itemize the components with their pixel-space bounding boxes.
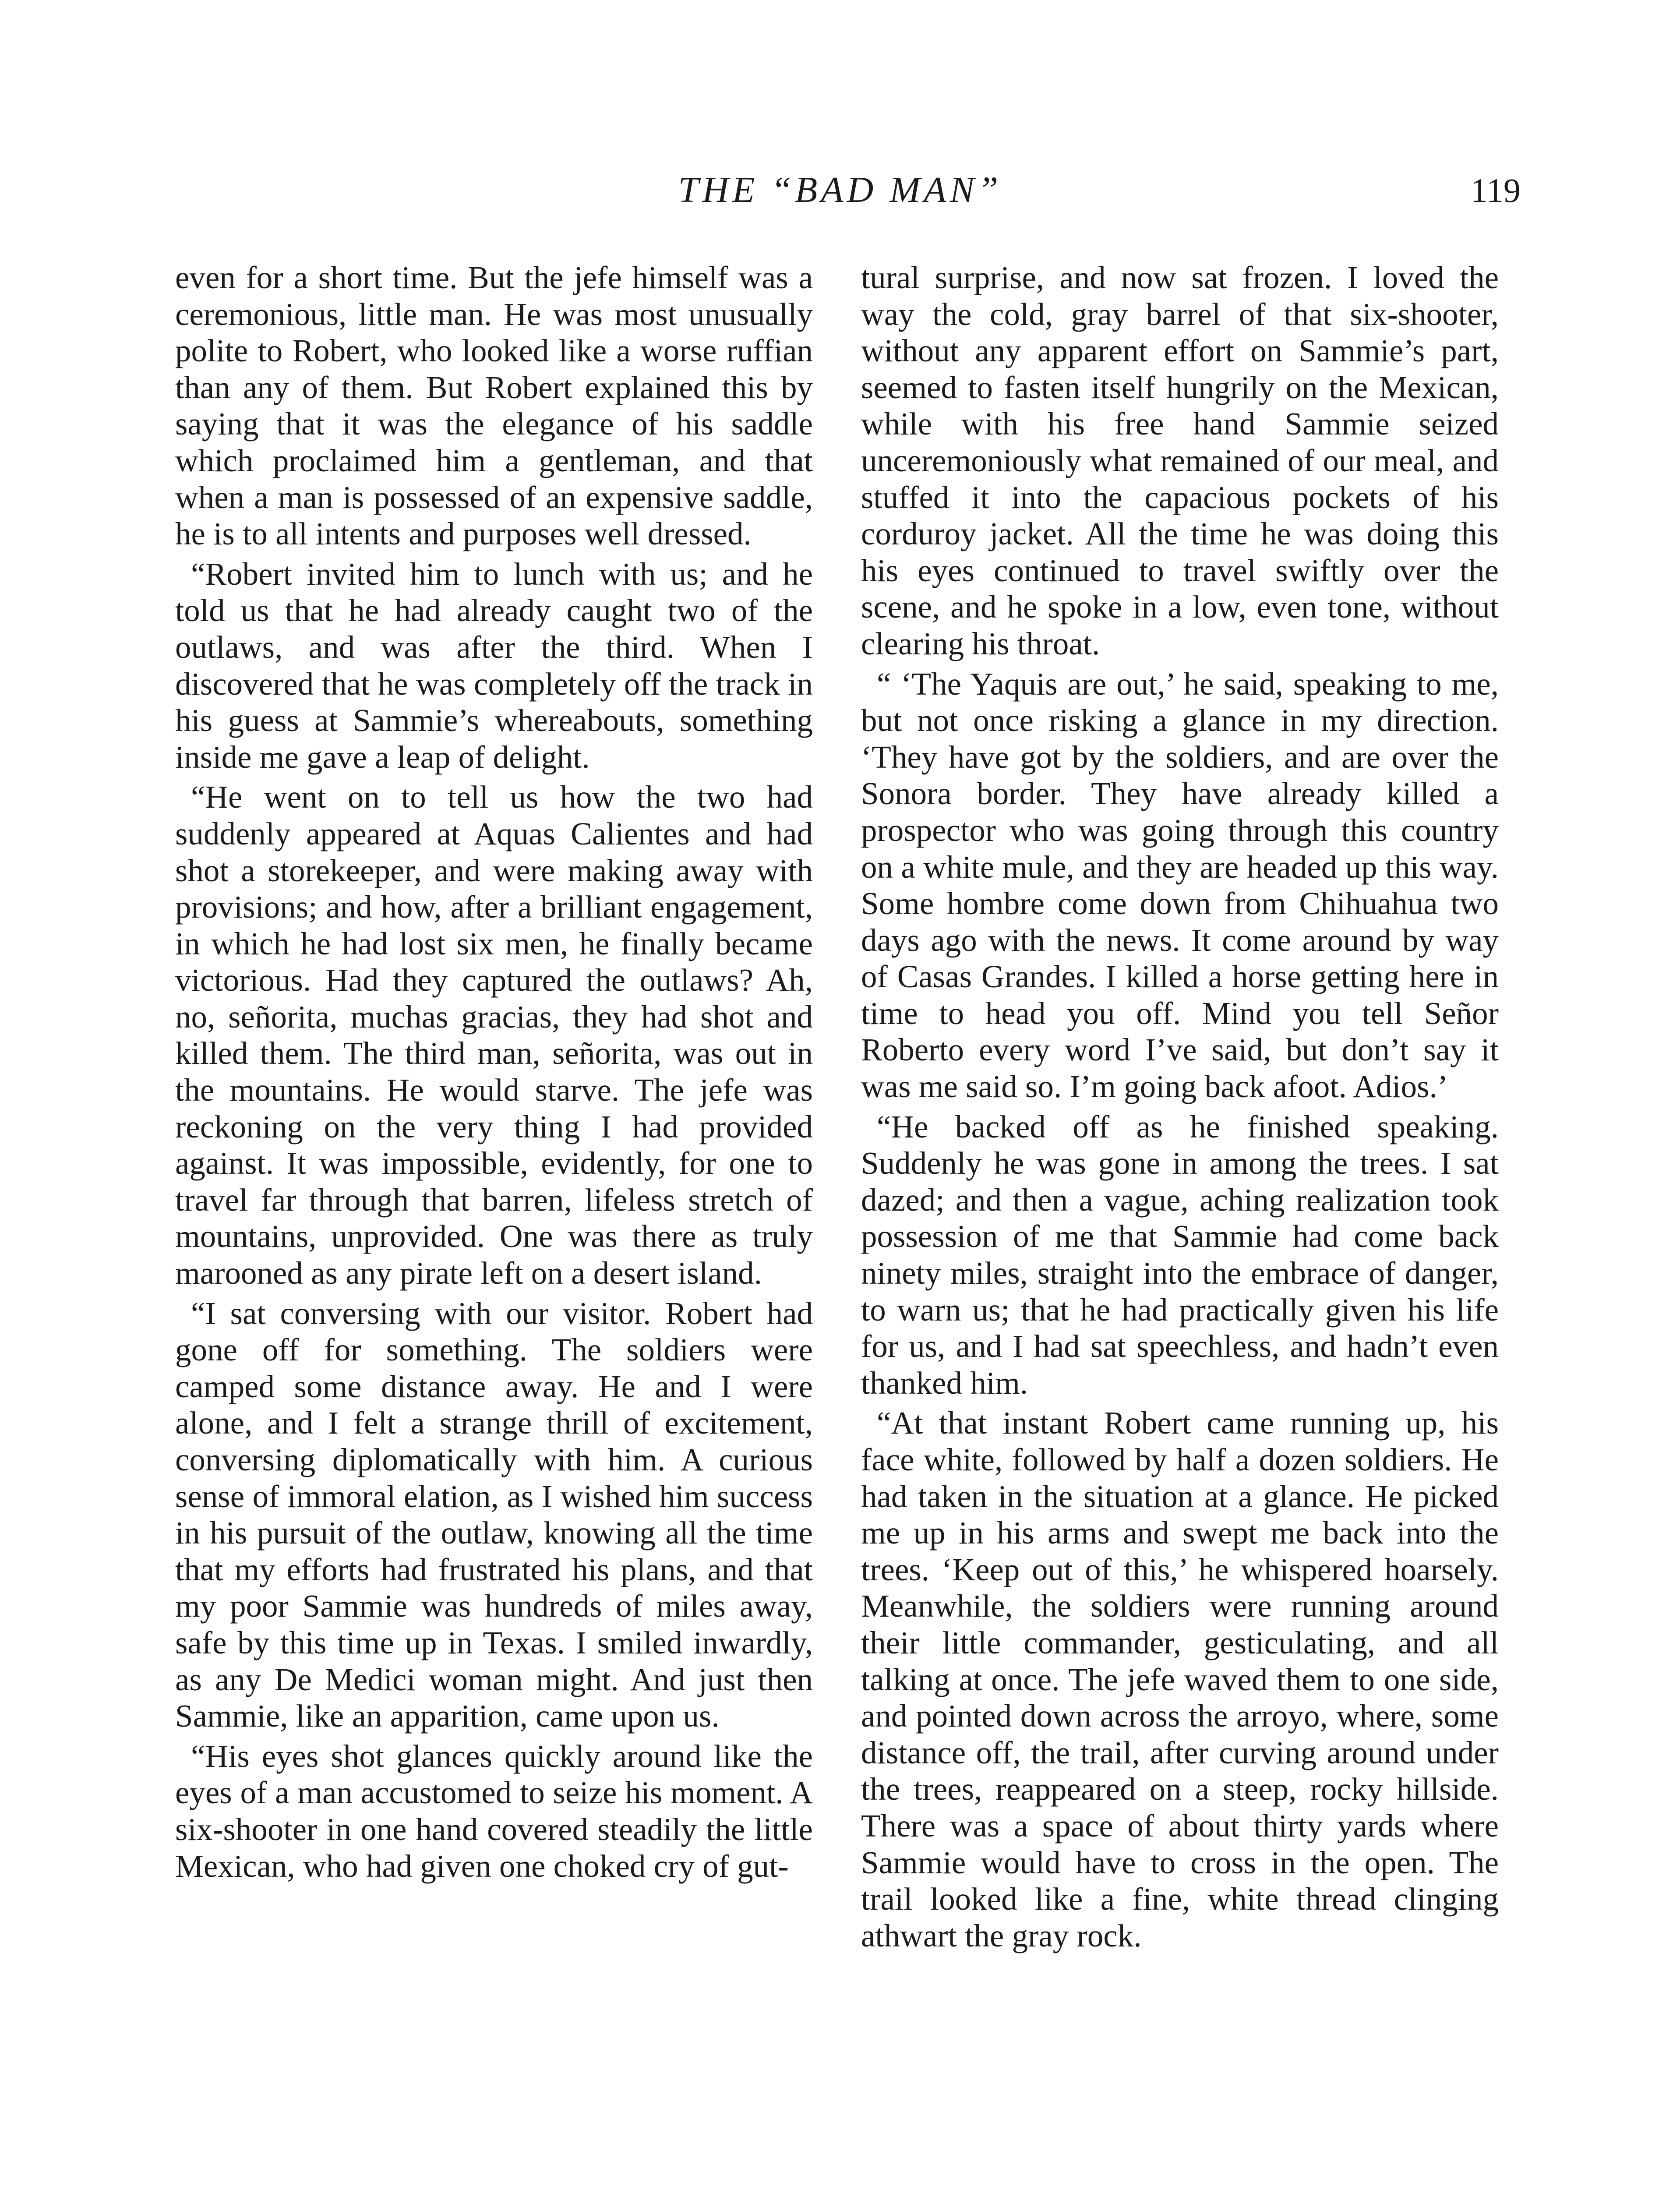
paragraph: even for a short time. But the jefe himself was a ceremonious, little man. He was most unusually polite to Robert, who looked like a worse ruffian than any of them. But Robert explained this by saying that it was the elegance of his saddle which proclaimed him a gentleman, and that when a man is possessed of an expensive saddle, he is to all intents and purposes well dressed. — [175, 260, 813, 552]
paragraph: “His eyes shot glances quickly around like the eyes of a man accustomed to seize his moment. A six-shooter in one hand covered steadily the little Mexican, who had given one choked cry of gut- — [175, 1738, 813, 1884]
page-number: 119 — [1470, 171, 1521, 209]
paragraph: “ ‘The Yaquis are out,’ he said, speaking to me, but not once risking a glance in my direction. ‘They have got by the soldiers, and are over the Sonora border. They have already killed a prospector who was going through this country on a white mule, and they are headed up this way. Some hombre come down from Chihuahua two days ago with the news. It come around by way of Casas Grandes. I killed a horse getting here in time to head you off. Mind you tell Señor Roberto every word I’ve said, but don’t say it was me said so. I’m going back afoot. Adios.’ — [861, 666, 1499, 1105]
text-column-right — [861, 259, 1499, 1954]
paragraph: “I sat conversing with our visitor. Robert had gone off for something. The soldiers were camped some distance away. He and I were alone, and I felt a strange thrill of excitement, conversing diplomatically with him. A curious sense of immoral elation, as I wished him success in his pursuit of the outlaw, knowing all the time that my efforts had frustrated his plans, and that my poor Sammie was hundreds of miles away, safe by this time up in Texas. I smiled inwardly, as any De Medici woman might. And just then Sammie, like an apparition, came upon us. — [175, 1295, 813, 1734]
paragraph: tural surprise, and now sat frozen. I loved the way the cold, gray barrel of that six-shooter, without any apparent effort on Sammie’s part, seemed to fasten itself hungrily on the Mexican, while with his free hand Sammie seized unceremoniously what remained of our meal, and stuffed it into the capacious pockets of his corduroy jacket. All the time he was doing this his eyes continued to travel swiftly over the scene, and he spoke in a low, even tone, without clearing his throat. — [861, 260, 1499, 661]
paragraph: “At that instant Robert came running up, his face white, followed by half a dozen soldiers. He had taken in the situation at a glance. He picked me up in his arms and swept me back into the trees. ‘Keep out of this,’ he whispered hoarsely. Meanwhile, the soldiers were running around their little commander, gesticulating, and all talking at once. The jefe waved them to one side, and pointed down across the arroyo, where, some distance off, the trail, after curving around under the trees, reappeared on a steep, rocky hillside. There was a space of about thirty yards where Sammie would have to cross in the open. The trail looked like a fine, white thread clinging athwart the gray rock. — [861, 1405, 1499, 1953]
paragraph: “Robert invited him to lunch with us; and he told us that he had already caught two of the outlaws, and was after the third. When I discovered that he was completely off the track in his guess at Sammie’s whereabouts, something inside me gave a leap of delight. — [175, 556, 813, 775]
running-title: THE “BAD MAN” — [678, 170, 1002, 210]
paragraph: “He backed off as he finished speaking. Suddenly he was gone in among the trees. I sat dazed; and then a vague, aching realization took possession of me that Sammie had come back ninety miles, straight into the embrace of danger, to warn us; that he had practically given his life for us, and I had sat speechless, and hadn’t even thanked him. — [861, 1109, 1499, 1401]
text-column-left — [175, 259, 813, 1884]
paragraph: “He went on to tell us how the two had suddenly appeared at Aquas Calientes and had shot a storekeeper, and were making away with provisions; and how, after a brilliant engagement, in which he had lost six men, he finally became victorious. Had they captured the outlaws? Ah, no, señorita, muchas gracias, they had shot and killed them. The third man, señorita, was out in the mountains. He would starve. The jefe was reckoning on the very thing I had provided against. It was impossible, evidently, for one to travel far through that barren, lifeless stretch of mountains, unprovided. One was there as truly marooned as any pirate left on a desert island. — [175, 779, 813, 1291]
